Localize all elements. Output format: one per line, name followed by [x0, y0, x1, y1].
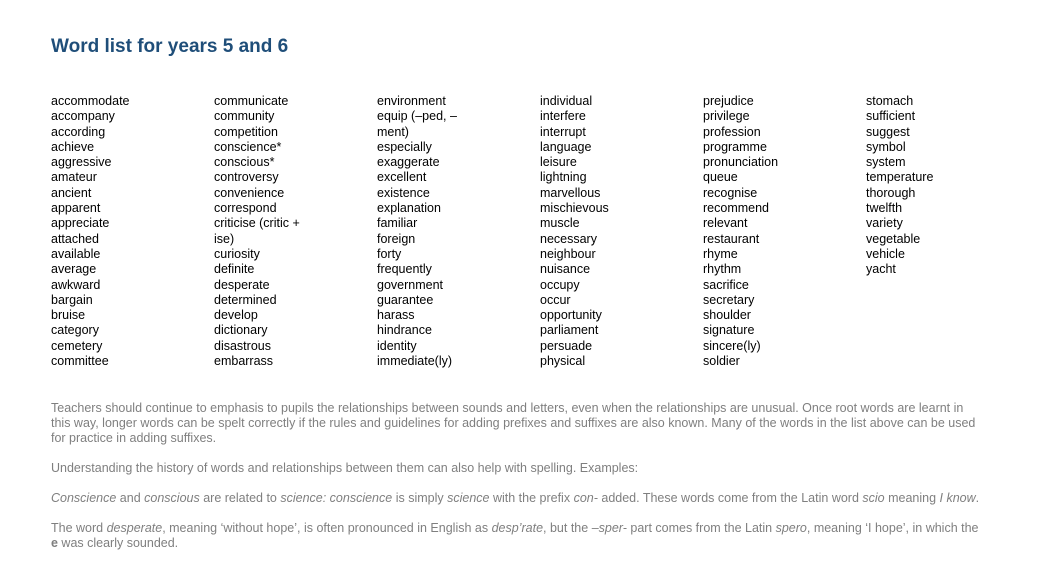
- word-list-item: determined: [214, 292, 277, 307]
- word-list-item: communicate: [214, 94, 289, 108]
- word-list-item: especially: [377, 139, 432, 154]
- word-list-item: accompany: [51, 109, 115, 124]
- word-list-item: muscle: [540, 216, 580, 231]
- word-list-item: identity: [377, 338, 417, 353]
- text-run: is simply: [392, 491, 448, 505]
- word-list-item: pronunciation: [703, 155, 779, 170]
- word-list-item: conscience*: [214, 139, 282, 154]
- text-run: part comes from the Latin: [626, 521, 776, 535]
- word-list-item: explanation: [377, 201, 441, 216]
- text-run: , but the: [543, 521, 592, 535]
- word-list-item: symbol: [866, 139, 906, 154]
- word-list-item: dictionary: [214, 323, 268, 338]
- word-list-item: profession: [703, 124, 761, 139]
- word-list-item: attached: [51, 231, 99, 246]
- text-run: I know: [939, 491, 976, 505]
- note-paragraph-1: Teachers should continue to emphasis to pupils the relationships between sounds and letters, even when the relationships are unusual. Once root words are learnt in this way, longer words can be spelt correctly if the rules and guidelines for adding prefixes and suffixes are also known. Many of the words in the list above can be used for practice in adding suffixes.: [51, 401, 976, 445]
- word-list-item: definite: [214, 262, 255, 277]
- word-list-item: secretary: [703, 292, 755, 307]
- note-paragraph-2: Understanding the history of words and relationships between them can also help with spelling. Examples:: [51, 461, 639, 475]
- word-list-item: existence: [377, 185, 430, 200]
- text-run: con-: [573, 491, 598, 505]
- text-run: desperate: [106, 521, 163, 535]
- page-title: Word list for years 5 and 6: [51, 36, 289, 57]
- word-list-item: yacht: [866, 262, 896, 277]
- word-list-item: system: [866, 155, 906, 170]
- word-list-item: guarantee: [377, 292, 434, 307]
- text-run: added. These words come from the Latin word: [597, 491, 863, 505]
- text-run: science: conscience: [280, 491, 393, 505]
- word-list-item: interrupt: [540, 124, 586, 139]
- word-list-item: twelfth: [866, 201, 903, 216]
- word-list-item: stomach: [866, 94, 914, 108]
- word-column-2: [214, 94, 374, 369]
- word-list-item: recommend: [703, 201, 769, 216]
- word-list-item: mischievous: [540, 201, 609, 216]
- word-list-item: interfere: [540, 109, 586, 124]
- word-list-item: shoulder: [703, 308, 751, 323]
- word-list-item: forty: [377, 246, 402, 261]
- word-list-item: ise): [214, 231, 235, 246]
- text-run: –sper-: [591, 521, 627, 535]
- word-list-item: sincere(ly): [703, 338, 761, 353]
- word-list-item: temperature: [866, 170, 934, 185]
- word-list-item: accommodate: [51, 94, 130, 108]
- word-list-item: nuisance: [540, 262, 591, 277]
- word-column-1: [51, 94, 211, 369]
- word-list-item: suggest: [866, 124, 910, 139]
- word-list-item: equip (–ped, –: [377, 109, 457, 124]
- word-column-3: [377, 94, 537, 369]
- word-column-4: [540, 94, 700, 369]
- text-run: scio: [862, 491, 885, 505]
- text-run: desp’rate: [491, 521, 544, 535]
- text-run: .: [975, 491, 980, 505]
- word-list-item: thorough: [866, 185, 916, 200]
- word-list-item: ment): [377, 124, 409, 139]
- word-list-item: desperate: [214, 277, 270, 292]
- word-list-item: controversy: [214, 170, 279, 185]
- note-paragraph-4: [51, 521, 981, 551]
- word-list-item: vehicle: [866, 246, 905, 261]
- word-list-item: achieve: [51, 139, 95, 154]
- word-list-item: committee: [51, 354, 109, 369]
- word-list-item: appreciate: [51, 216, 110, 231]
- word-list-item: average: [51, 262, 97, 277]
- word-column-6: [866, 94, 1026, 278]
- word-list-item: develop: [214, 308, 258, 323]
- word-list-item: excellent: [377, 170, 427, 185]
- text-run: was clearly sounded.: [57, 536, 179, 550]
- word-list-item: ancient: [51, 185, 92, 200]
- word-list-item: hindrance: [377, 323, 432, 338]
- word-list-item: bruise: [51, 308, 86, 323]
- word-list: [0, 94, 1041, 374]
- word-list-item: according: [51, 124, 106, 139]
- word-list-item: privilege: [703, 109, 750, 124]
- word-list-item: harass: [377, 308, 415, 323]
- word-list-item: curiosity: [214, 246, 260, 261]
- text-run: e: [51, 536, 58, 550]
- word-list-item: foreign: [377, 231, 416, 246]
- word-list-item: sacrifice: [703, 277, 749, 292]
- word-column-5: [703, 94, 863, 369]
- word-list-item: embarrass: [214, 354, 274, 369]
- word-list-item: awkward: [51, 277, 101, 292]
- word-list-item: opportunity: [540, 308, 602, 323]
- text-run: spero: [775, 521, 807, 535]
- word-list-item: parliament: [540, 323, 599, 338]
- word-list-item: restaurant: [703, 231, 760, 246]
- word-list-item: frequently: [377, 262, 432, 277]
- word-list-item: disastrous: [214, 338, 271, 353]
- word-list-item: community: [214, 109, 275, 124]
- word-list-item: sufficient: [866, 109, 916, 124]
- text-run: meaning: [884, 491, 940, 505]
- word-list-item: programme: [703, 139, 767, 154]
- word-list-item: signature: [703, 323, 755, 338]
- word-list-item: amateur: [51, 170, 97, 185]
- word-list-item: marvellous: [540, 185, 601, 200]
- word-list-item: correspond: [214, 201, 277, 216]
- text-run: , meaning ‘without hope’, is often pronounced in English as: [162, 521, 492, 535]
- word-list-item: immediate(ly): [377, 354, 453, 369]
- word-list-item: variety: [866, 216, 903, 231]
- word-list-item: physical: [540, 354, 586, 369]
- word-list-item: category: [51, 323, 99, 338]
- text-run: conscious: [144, 491, 200, 505]
- word-list-item: available: [51, 246, 101, 261]
- word-list-item: cemetery: [51, 338, 103, 353]
- word-list-item: queue: [703, 170, 738, 185]
- word-list-item: prejudice: [703, 94, 754, 108]
- word-list-item: rhythm: [703, 262, 742, 277]
- note-paragraph-3: [51, 491, 981, 506]
- word-list-item: individual: [540, 94, 593, 108]
- text-run: science: [447, 491, 490, 505]
- word-list-item: lightning: [540, 170, 587, 185]
- text-run: are related to: [199, 491, 281, 505]
- word-list-item: persuade: [540, 338, 593, 353]
- word-list-item: recognise: [703, 185, 758, 200]
- word-list-item: exaggerate: [377, 155, 440, 170]
- word-list-item: government: [377, 277, 444, 292]
- word-list-item: apparent: [51, 201, 101, 216]
- word-list-item: competition: [214, 124, 278, 139]
- word-list-item: occupy: [540, 277, 580, 292]
- word-list-item: environment: [377, 94, 446, 108]
- word-list-item: necessary: [540, 231, 597, 246]
- notes-section: [51, 401, 981, 566]
- word-list-item: vegetable: [866, 231, 921, 246]
- word-list-item: bargain: [51, 292, 93, 307]
- word-list-item: aggressive: [51, 155, 112, 170]
- text-run: with the prefix: [489, 491, 574, 505]
- word-list-item: rhyme: [703, 246, 738, 261]
- word-list-item: language: [540, 139, 592, 154]
- word-list-item: neighbour: [540, 246, 596, 261]
- text-run: The word: [51, 521, 107, 535]
- word-list-item: familiar: [377, 216, 418, 231]
- text-run: and: [116, 491, 145, 505]
- word-list-item: relevant: [703, 216, 748, 231]
- word-list-item: leisure: [540, 155, 577, 170]
- word-list-item: convenience: [214, 185, 285, 200]
- word-list-item: criticise (critic +: [214, 216, 300, 231]
- text-run: , meaning ‘I hope’, in which the: [806, 521, 979, 535]
- word-list-item: occur: [540, 292, 571, 307]
- word-list-item: conscious*: [214, 155, 275, 170]
- word-list-item: soldier: [703, 354, 740, 369]
- text-run: Conscience: [51, 491, 117, 505]
